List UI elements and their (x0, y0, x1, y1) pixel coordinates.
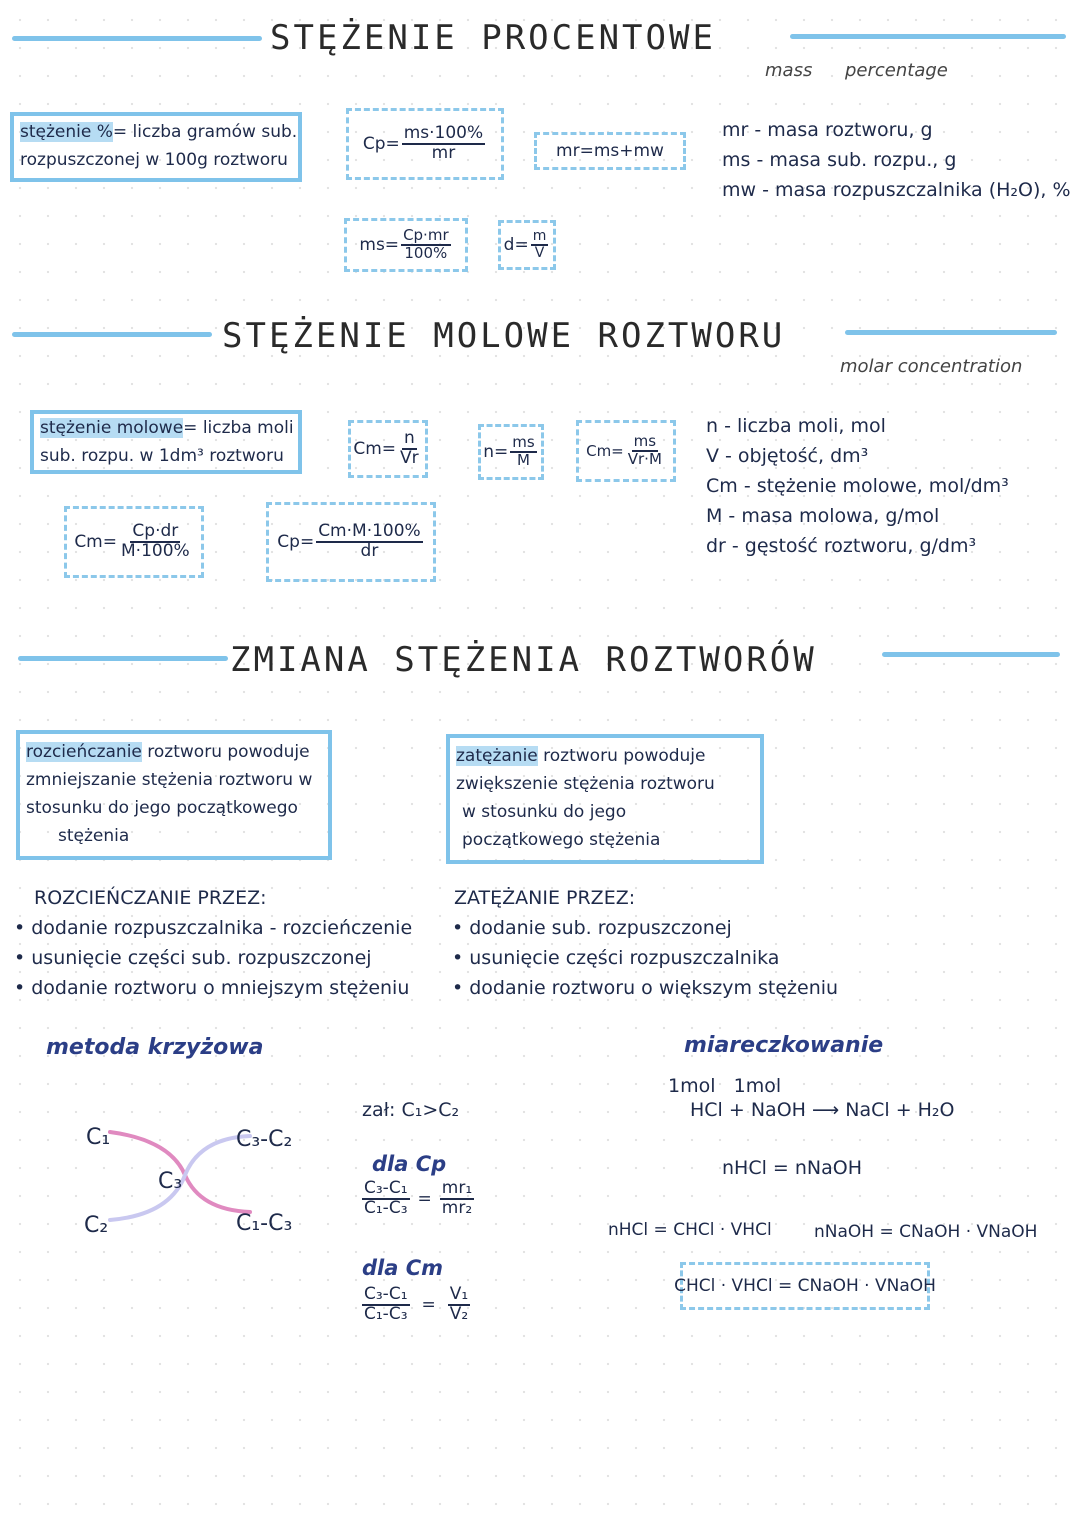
ms-denominator: 100% (404, 244, 448, 262)
for-cp-label: dla Cp (372, 1152, 447, 1176)
section1-definition-line1 (20, 118, 297, 146)
cp-ratio-equals: = (417, 1188, 432, 1209)
titration-title: miareczkowanie (684, 1033, 884, 1058)
cp-ratio-left-num: C₃-C₁ (364, 1178, 408, 1198)
section3-title: ZMIANA STĘŻENIA ROZTWORÓW (230, 640, 817, 680)
dilution-line4: stężenia (58, 826, 130, 846)
section1-legend-2: ms - masa sub. rozpu., g (722, 149, 957, 171)
dilution-methods-heading: ROZCIEŃCZANIE PRZEZ: (34, 887, 267, 909)
titration-moles: 1mol 1mol (668, 1075, 782, 1097)
section1-legend-3: mw - masa rozpuszczalnika (H₂O), % (722, 179, 1071, 201)
section1-rule-left (12, 36, 262, 41)
dilution-rest: roztworu powoduje (141, 742, 310, 762)
cp-numerator: ms·100% (403, 123, 484, 144)
cm-ratio-equals: = (421, 1294, 436, 1315)
cp-ratio-right-den: mr₂ (441, 1197, 473, 1218)
section2-definition-line2: sub. rozpu. w 1dm³ roztworu (40, 446, 284, 466)
cross-c3-minus-c2: C₃-C₂ (236, 1127, 293, 1152)
d-numerator: m (532, 228, 547, 245)
cp-fraction (402, 125, 485, 163)
cm3-fraction (119, 523, 192, 561)
cm-denominator: Vr (400, 448, 419, 468)
n-lhs: n= (483, 442, 509, 462)
cp-ratio-left-den: C₁-C₃ (364, 1197, 408, 1218)
dilution-line1 (26, 738, 310, 766)
section1-legend-1: mr - masa roztworu, g (722, 119, 933, 141)
cp2-lhs: Cp= (277, 532, 315, 552)
dilution-method-2: • usunięcie części sub. rozpuszczonej (14, 947, 372, 969)
d-lhs: d= (503, 235, 529, 255)
cm3-denominator: M·100% (121, 541, 190, 561)
cross-method-title: metoda krzyżowa (46, 1035, 264, 1060)
section2-legend-3: Cm - stężenie molowe, mol/dm³ (706, 475, 1009, 497)
cross-c1: C₁ (86, 1125, 111, 1150)
n-fraction (510, 435, 536, 469)
section2-rule-left (12, 332, 212, 337)
section2-legend-1: n - liczba moli, mol (706, 415, 886, 437)
section2-rule-right (845, 330, 1057, 335)
cm2-formula-box (576, 420, 676, 482)
dilution-method-1: • dodanie rozpuszczalnika - rozcieńczenie (14, 917, 413, 939)
cm-ratio-left (362, 1286, 410, 1324)
section2-en: molar concentration (840, 356, 1023, 377)
section1-definition-line2: rozpuszczonej w 100g roztworu (20, 150, 288, 170)
ms-fraction (401, 228, 451, 262)
concentration-method-1: • dodanie sub. rozpuszczonej (452, 917, 732, 939)
section2-title: STĘŻENIE MOLOWE ROZTWORU (222, 316, 786, 356)
cp2-numerator: Cm·M·100% (318, 521, 421, 542)
for-cm-label: dla Cm (362, 1256, 444, 1280)
section3-rule-right (882, 652, 1060, 657)
cp-ratio-left (362, 1180, 410, 1218)
n-formula-box (478, 424, 544, 480)
cross-c2: C₂ (84, 1213, 109, 1238)
concentration-method-2: • usunięcie części rozpuszczalnika (452, 947, 780, 969)
dilution-highlight: rozcieńczanie (26, 742, 142, 762)
section2-legend-5: dr - gęstość roztworu, g/dm³ (706, 535, 977, 557)
section2-definition-line1 (40, 414, 294, 442)
section1-en-percentage: percentage (845, 60, 948, 81)
cm3-lhs: Cm= (74, 532, 117, 552)
cm-ratio-left-num: C₃-C₁ (364, 1284, 408, 1304)
cm2-fraction (626, 434, 664, 468)
dilution-method-3: • dodanie roztworu o mniejszym stężeniu (14, 977, 410, 999)
cm3-formula-box (64, 506, 204, 578)
concentration-line4: początkowego stężenia (462, 830, 661, 850)
cp-lhs: Cp= (362, 134, 400, 154)
cp2-fraction (316, 523, 423, 561)
cross-c1-minus-c3: C₁-C₃ (236, 1211, 293, 1236)
concentration-rest: roztworu powoduje (537, 746, 706, 766)
section2-legend-2: V - objętość, dm³ (706, 445, 869, 467)
titration-final: CHCl · VHCl = CNaOH · VNaOH (674, 1276, 936, 1296)
d-fraction (531, 229, 549, 260)
cp-formula-box (346, 108, 504, 180)
cm-ratio-left-den: C₁-C₃ (364, 1303, 408, 1324)
cm2-denominator: Vr·M (627, 450, 662, 468)
section1-definition-rest: = liczba gramów sub. (112, 122, 298, 142)
cm3-numerator: Cp·dr (132, 521, 179, 542)
n-numerator: ms (512, 433, 535, 452)
concentration-line3: w stosunku do jego (462, 802, 627, 822)
n-denominator: M (517, 451, 530, 469)
cp-ratio (360, 1180, 476, 1218)
cm-lhs: Cm= (353, 439, 397, 459)
section1-title: STĘŻENIE PROCENTOWE (270, 18, 716, 58)
cm-numerator: n (403, 428, 415, 449)
concentration-line1 (456, 742, 706, 770)
ms-lhs: ms= (359, 235, 400, 255)
mr-formula-box (534, 132, 686, 170)
cm-ratio (360, 1286, 472, 1324)
cp-ratio-right-num: mr₁ (441, 1178, 473, 1198)
section2-definition-rest: = liczba moli (183, 418, 294, 438)
concentration-method-3: • dodanie roztworu o większym stężeniu (452, 977, 839, 999)
density-formula-box (498, 220, 556, 270)
cm-fraction (398, 430, 421, 468)
titration-final-box (674, 1262, 936, 1310)
cp-denominator: mr (431, 143, 456, 163)
section2-definition-highlight: stężenie molowe (40, 418, 184, 438)
titration-equation: HCl + NaOH ⟶ NaCl + H₂O (690, 1099, 955, 1121)
cp-ratio-right (440, 1180, 474, 1218)
mr-formula: mr=ms+mw (556, 141, 664, 161)
d-denominator: V (534, 245, 545, 261)
cm-ratio-right (448, 1286, 470, 1324)
cm-ratio-right-num: V₁ (449, 1284, 469, 1304)
titration-n-naoh: nNaOH = CNaOH · VNaOH (814, 1222, 1038, 1242)
ms-numerator: Cp·mr (403, 226, 449, 245)
cp2-denominator: dr (360, 541, 379, 561)
concentration-methods-heading: ZATĘŻANIE PRZEZ: (454, 887, 636, 909)
concentration-line2: zwiększenie stężenia roztworu (456, 774, 715, 794)
section3-rule-left (18, 656, 228, 661)
cp2-formula-box (266, 502, 436, 582)
assumption: zał: C₁>C₂ (362, 1099, 460, 1121)
cross-c3: C₃ (158, 1169, 183, 1194)
section1-definition-highlight: stężenie % (20, 122, 113, 142)
cm2-lhs: Cm= (586, 442, 624, 460)
concentration-highlight: zatężanie (456, 746, 538, 766)
cm2-numerator: ms (633, 432, 657, 451)
titration-n-hcl: nHCl = CHCl · VHCl (608, 1220, 772, 1240)
section1-rule-right (790, 34, 1066, 39)
section1-en-mass: mass (765, 60, 813, 81)
section2-legend-4: M - masa molowa, g/mol (706, 505, 940, 527)
ms-formula-box (344, 218, 468, 272)
titration-n-equal: nHCl = nNaOH (722, 1157, 863, 1179)
cm-formula-box (348, 420, 428, 478)
dilution-line3: stosunku do jego początkowego (26, 798, 298, 818)
cm-ratio-right-den: V₂ (449, 1303, 469, 1324)
dilution-line2: zmniejszanie stężenia roztworu w (26, 770, 313, 790)
